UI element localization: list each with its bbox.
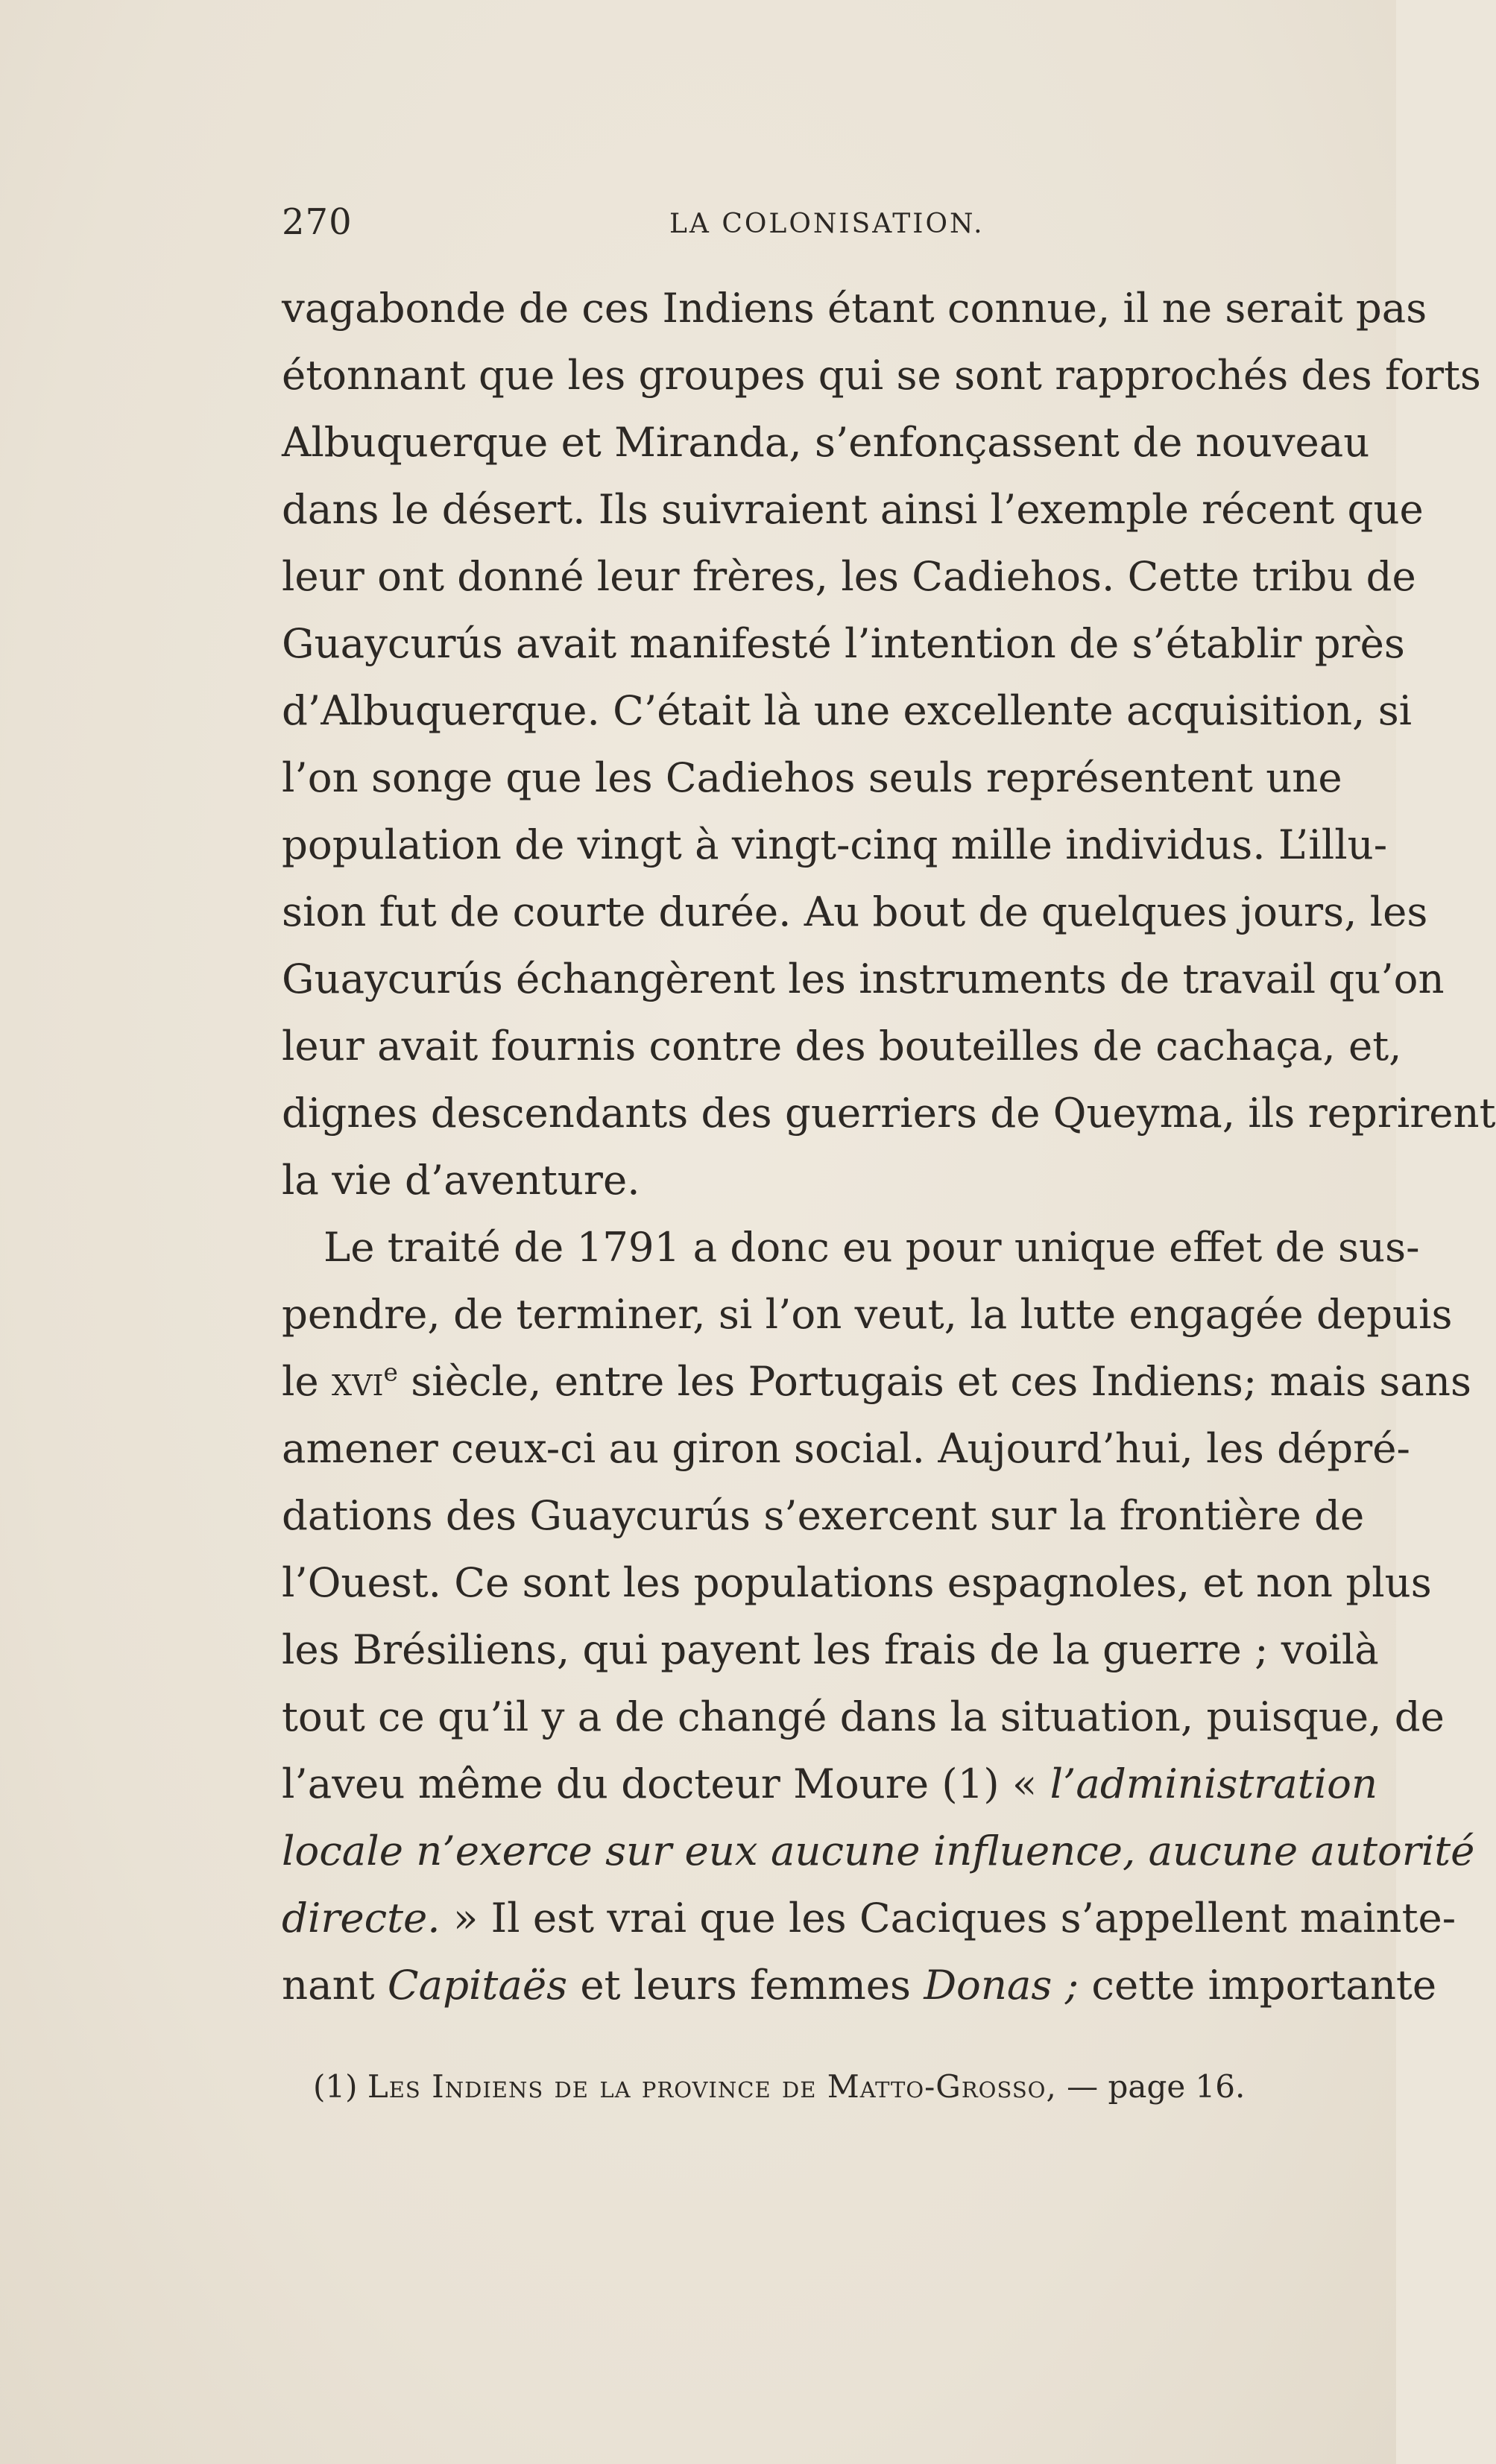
text-line: l’on songe que les Cadiehos seuls représentent une — [282, 754, 1342, 801]
text-line — [282, 1884, 1456, 1951]
text-line — [282, 1750, 1378, 1817]
text-line: dans le désert. Ils suivraient ainsi l’exemple récent que — [282, 485, 1424, 533]
text-line: Albuquerque et Miranda, s’enfonçassent de nouveau — [282, 418, 1370, 466]
quotation-italic: directe. — [282, 1894, 441, 1942]
text-line: d’Albuquerque. C’était là une excellente acquisition, si — [282, 686, 1413, 734]
text-line: les Brésiliens, qui payent les frais de la guerre ; voilà — [282, 1626, 1379, 1673]
text-line: dignes descendants des guerriers de Queyma, ils reprirent — [282, 1089, 1496, 1137]
page-number: 270 — [282, 201, 353, 243]
text-line — [282, 1348, 1471, 1415]
text-line: population de vingt à vingt-cinq mille individus. L’illu- — [282, 821, 1388, 868]
footnote-page-ref: — page 16. — [1056, 2068, 1246, 2105]
text-line — [282, 1951, 1437, 2018]
text-line: dations des Guaycurús s’exercent sur la frontière de — [282, 1491, 1365, 1539]
text-line: étonnant que les groupes qui se sont rapprochés des forts — [282, 351, 1481, 399]
text-line: sion fut de courte durée. Au bout de quelques jours, les — [282, 888, 1428, 935]
quotation-italic: locale n’exerce sur eux aucune influence, aucune autorité — [282, 1827, 1475, 1874]
text-line: pendre, de terminer, si l’on veut, la lutte engagée depuis — [282, 1290, 1453, 1338]
text-run: » Il est vrai que les Caciques s’appellent mainte- — [440, 1894, 1456, 1942]
italic-term: Capitaës — [387, 1961, 568, 2009]
text-line — [282, 1817, 1475, 1884]
text-line: Guaycurús avait manifesté l’intention de s’établir près — [282, 619, 1405, 667]
paragraph-first-line: Le traité de 1791 a donc eu pour unique effet de sus- — [323, 1223, 1420, 1271]
text-line: leur avait fournis contre des bouteilles de cachaça, et, — [282, 1022, 1402, 1070]
text-run: siècle, entre les Portugais et ces Indiens; mais sans — [397, 1357, 1471, 1405]
text-line: vagabonde de ces Indiens étant connue, il ne serait pas — [282, 284, 1427, 332]
text-run: nant — [282, 1961, 388, 2009]
quotation-italic: l’administration — [1050, 1760, 1378, 1807]
text-line: amener ceux-ci au giron social. Aujourd’hui, les dépré- — [282, 1424, 1410, 1472]
running-title: LA COLONISATION. — [669, 209, 985, 239]
text-run: le — [282, 1357, 332, 1405]
text-line: Guaycurús échangèrent les instruments de travail qu’on — [282, 955, 1445, 1002]
century-numeral: xvi — [332, 1357, 384, 1405]
ordinal-superscript: e — [383, 1358, 398, 1387]
page-header — [282, 201, 1325, 246]
text-line: leur ont donné leur frères, les Cadiehos. Cette tribu de — [282, 552, 1416, 600]
footnote — [313, 2068, 1282, 2105]
italic-term: Donas ; — [924, 1961, 1079, 2009]
footnote-title: Les Indiens de la province de Matto-Grosso, — [367, 2068, 1057, 2105]
text-run: et leurs femmes — [567, 1961, 924, 2009]
text-run: cette importante — [1079, 1961, 1437, 2009]
text-line: tout ce qu’il y a de changé dans la situation, puisque, de — [282, 1693, 1445, 1740]
body-text — [282, 274, 1496, 2018]
footnote-marker: (1) — [313, 2068, 367, 2105]
paragraph-end-line: la vie d’aventure. — [282, 1156, 640, 1204]
text-run: l’aveu même du docteur Moure (1) « — [282, 1760, 1050, 1807]
text-line: l’Ouest. Ce sont les populations espagnoles, et non plus — [282, 1558, 1432, 1606]
